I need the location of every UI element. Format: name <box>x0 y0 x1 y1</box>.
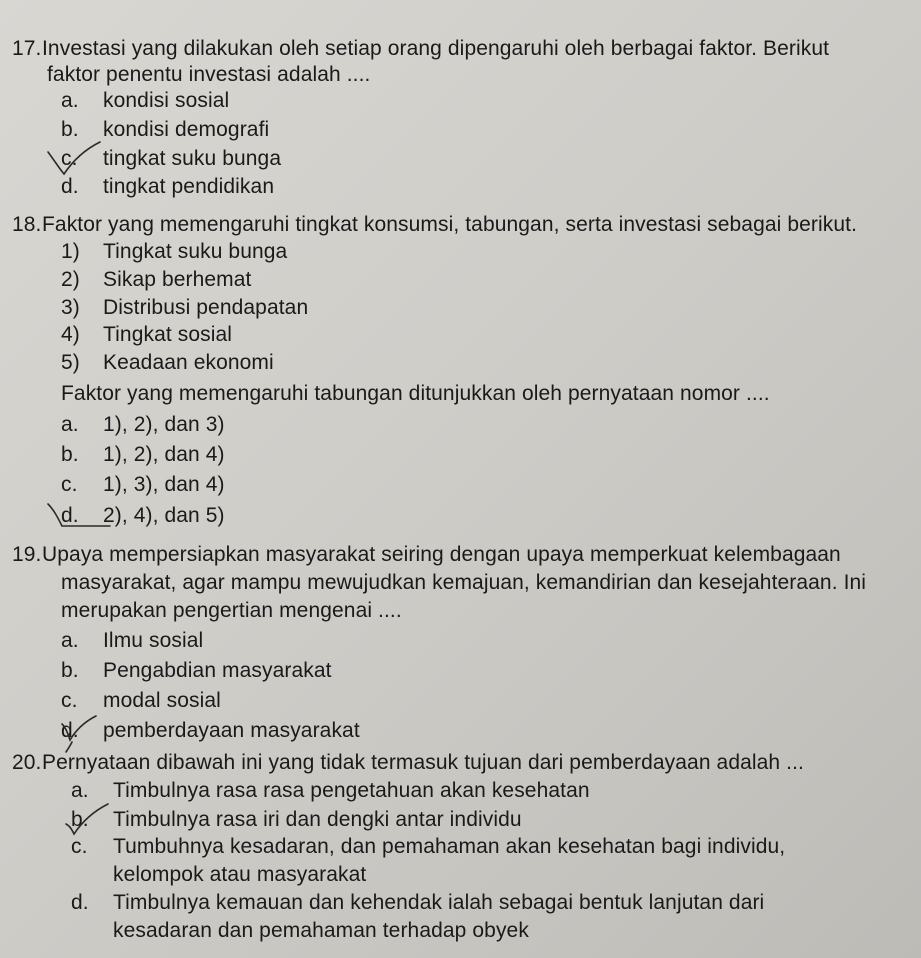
question-20-option-d-continued: kesadaran dan pemahaman terhadap obyek <box>113 919 529 942</box>
question-19-stem-line-1: 19.Upaya mempersiapkan masyarakat seiring dengan upaya memperkuat kelembagaan <box>12 543 841 566</box>
question-20-option-c-continued: kelompok atau masyarakat <box>113 863 367 886</box>
question-20-option-a[interactable]: a. Timbulnya rasa rasa pengetahuan akan kesehatan <box>71 779 590 802</box>
question-20-stem: 20.Pernyataan dibawah ini yang tidak termasuk tujuan dari pemberdayaan adalah ... <box>12 751 804 774</box>
question-17-option-c[interactable]: c. tingkat suku bunga <box>61 147 282 170</box>
question-number: 19. <box>12 543 42 566</box>
question-number: 18. <box>12 213 42 236</box>
question-18-stem: 18.Faktor yang memengaruhi tingkat konsumsi, tabungan, serta investasi sebagai berikut. <box>12 213 858 236</box>
question-19-option-b[interactable]: b. Pengabdian masyarakat <box>61 659 332 682</box>
question-17-option-d[interactable]: d. tingkat pendidikan <box>61 175 275 198</box>
question-18-option-b[interactable]: b. 1), 2), dan 4) <box>61 443 225 466</box>
question-17-option-b[interactable]: b. kondisi demografi <box>61 118 270 141</box>
question-19-stem-line-3: merupakan pengertian mengenai .... <box>61 599 402 622</box>
question-20-option-c[interactable]: c. Tumbuhnya kesadaran, dan pemahaman akan kesehatan bagi individu, <box>71 835 786 858</box>
question-18-prompt: Faktor yang memengaruhi tabungan ditunjukkan oleh pernyataan nomor .... <box>61 382 770 405</box>
question-18-option-a[interactable]: a. 1), 2), dan 3) <box>61 413 225 436</box>
question-20-option-d[interactable]: d. Timbulnya kemauan dan kehendak ialah sebagai bentuk lanjutan dari <box>71 891 765 914</box>
question-18-statement-4: 4) Tingkat sosial <box>61 323 233 346</box>
question-19-stem-line-2: masyarakat, agar mampu mewujudkan kemajuan, kemandirian dan kesejahteraan. Ini <box>61 571 867 594</box>
question-19-option-d[interactable]: d. pemberdayaan masyarakat <box>61 719 360 742</box>
question-number: 17. <box>12 37 42 60</box>
question-18-statement-1: 1) Tingkat suku bunga <box>61 240 288 263</box>
question-18-option-d[interactable]: d. 2), 4), dan 5) <box>61 504 225 527</box>
question-20-option-b[interactable]: b. Timbulnya rasa iri dan dengki antar individu <box>71 808 522 831</box>
question-18-statement-5: 5) Keadaan ekonomi <box>61 351 274 374</box>
question-17-option-a[interactable]: a. kondisi sosial <box>61 89 230 112</box>
question-number: 20. <box>12 751 42 774</box>
question-18-statement-3: 3) Distribusi pendapatan <box>61 296 309 319</box>
question-19-option-a[interactable]: a. Ilmu sosial <box>61 629 204 652</box>
question-18-option-c[interactable]: c. 1), 3), dan 4) <box>61 473 225 496</box>
question-17-stem-line-1: 17.Investasi yang dilakukan oleh setiap orang dipengaruhi oleh berbagai faktor. Berikut <box>12 37 830 60</box>
question-18-statement-2: 2) Sikap berhemat <box>61 268 252 291</box>
question-17-stem-line-2: faktor penentu investasi adalah .... <box>47 63 371 86</box>
question-19-option-c[interactable]: c. modal sosial <box>61 689 221 712</box>
